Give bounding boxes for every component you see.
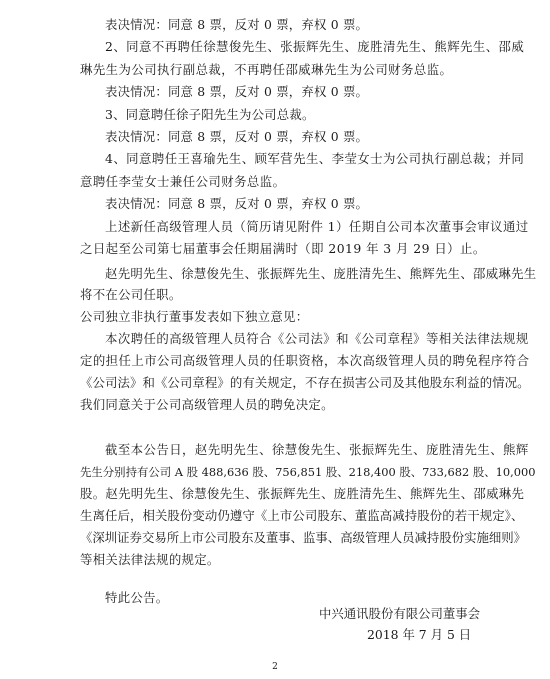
text-line: 本次聘任的高级管理人员符合《公司法》和《公司章程》等相关法律法规规 bbox=[105, 331, 529, 346]
text-line: 4、同意聘任王喜瑜先生、顾军营先生、李莹女士为公司执行副总裁；并同 bbox=[105, 151, 525, 166]
text-line: 琳先生为公司执行副总裁，不再聘任邵威琳先生为公司财务总监。 bbox=[80, 62, 453, 77]
text-line: 表决情况：同意 8 票，反对 0 票，弃权 0 票。 bbox=[105, 84, 369, 99]
text-line: 定的担任上市公司高级管理人员的任职资格，本次高级管理人员的聘免程序符合 bbox=[80, 353, 530, 368]
text-line: 3、同意聘任徐子阳先生为公司总裁。 bbox=[105, 107, 315, 122]
text-line: 我们同意关于公司高级管理人员的聘免决定。 bbox=[80, 397, 334, 412]
text-line: 股。赵先明先生、徐慧俊先生、张振辉先生、庞胜清先生、熊辉先生、邵威琳先 bbox=[80, 486, 525, 501]
signature-date: 2018 年 7 月 5 日 bbox=[367, 627, 472, 642]
text-line: 表决情况：同意 8 票，反对 0 票，弃权 0 票。 bbox=[105, 17, 369, 32]
text-line: 表决情况：同意 8 票，反对 0 票，弃权 0 票。 bbox=[105, 129, 369, 144]
text-line: 意聘任李莹女士兼任公司财务总监。 bbox=[80, 174, 286, 189]
text-line: 公司独立非执行董事发表如下独立意见： bbox=[80, 309, 309, 324]
text-line: 先生分别持有公司 A 股 488,636 股、756,851 股、218,400 股、733,682 股、10,000 bbox=[80, 465, 536, 479]
text-line: 赵先明先生、徐慧俊先生、张振辉先生、庞胜清先生、熊辉先生、邵威琳先生 bbox=[105, 266, 537, 281]
text-line: 表决情况：同意 8 票，反对 0 票，弃权 0 票。 bbox=[105, 196, 369, 211]
text-line: 等相关法律法规的规定。 bbox=[80, 552, 220, 567]
text-line: 上述新任高级管理人员（简历请见附件 1）任期自公司本次董事会审议通过 bbox=[105, 219, 529, 234]
text-line: 之日起至公司第七届董事会任期届满时（即 2019 年 3 月 29 日）止。 bbox=[80, 241, 486, 256]
text-line: 2、同意不再聘任徐慧俊先生、张振辉先生、庞胜清先生、熊辉先生、邵威 bbox=[105, 39, 525, 54]
text-line: 特此公告。 bbox=[105, 590, 169, 605]
signature-organization: 中兴通讯股份有限公司董事会 bbox=[319, 606, 481, 621]
text-line: 《深圳证券交易所上市公司股东及董事、监事、高级管理人员减持股份实施细则》 bbox=[80, 530, 527, 545]
text-line: 将不在公司任职。 bbox=[80, 287, 182, 302]
text-line: 截至本公告日，赵先明先生、徐慧俊先生、张振辉先生、庞胜清先生、熊辉 bbox=[105, 442, 529, 457]
text-line: 《公司法》和《公司章程》的有关规定，不存在损害公司及其他股东利益的情况。 bbox=[80, 375, 530, 390]
page-number: 2 bbox=[272, 662, 278, 672]
text-line: 生离任后，相关股份变动仍遵守《上市公司股东、董监高减持股份的若干规定》、 bbox=[80, 508, 524, 523]
